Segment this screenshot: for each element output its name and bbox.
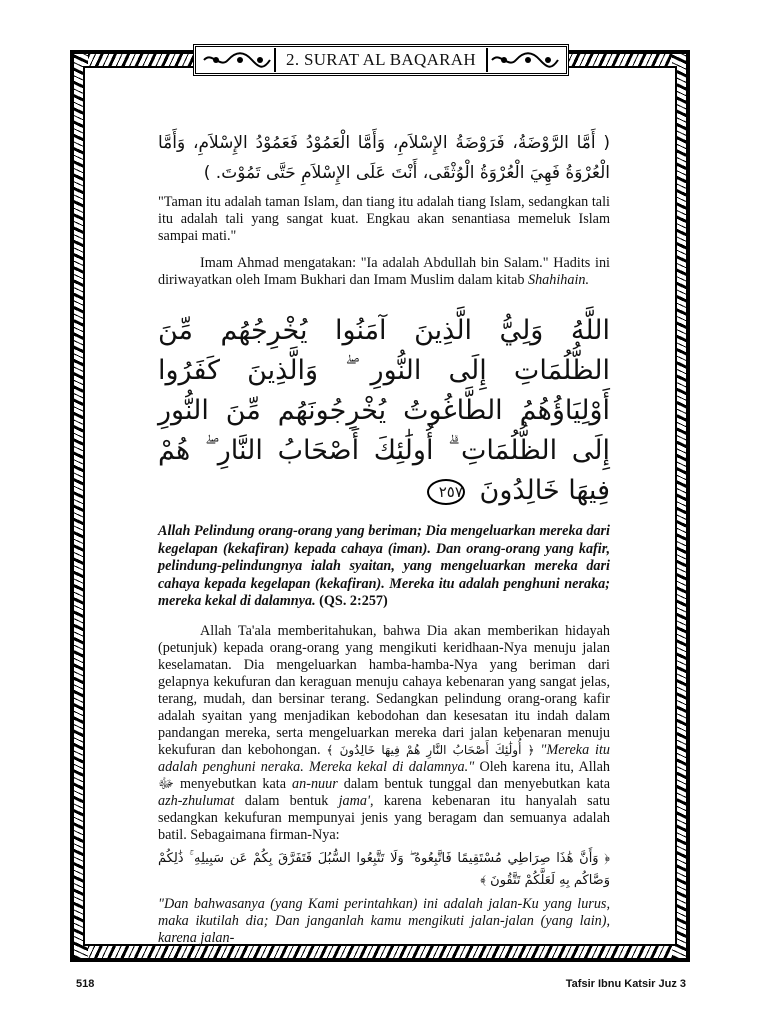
quran-verse-2: ﴿ وَأَنَّ هَٰذَا صِرَاطِي مُسْتَقِيمًا فَاتَّبِعُوهُ ۖ وَلَا تَتَّبِعُوا السُّبُلَ فَتَفَرَّقَ بِكُمْ عَن سَبِيلِهِ ۚ ذَٰلِكُمْ وَصَّاكُم بِهِ لَعَلَّكُمْ تَتَّقُونَ ﴾ (158, 850, 610, 888)
tafsir-italic-quote: "Mereka itu adalah penghuni neraka. Mereka kekal di dalamnya." (158, 741, 610, 775)
narration-book: Shahihain. (527, 272, 590, 288)
book-title: Tafsir Ibnu Katsir Juz 3 (565, 978, 686, 990)
ornament-right-icon (490, 51, 560, 69)
translation-text: Allah Pelindung orang-orang yang beriman; Dia mengeluarkan mereka dari kegelapan (kekafiran) kepada cahaya (iman). Dan orang-orang yang kafir, pelindung-pelindungnya ialah syaitan, yang mengeluarkan mereka dari cahaya kepada kegelapan (kekafiran). Mereka itu adalah penghuni neraka; mereka kekal di dalamnya. (158, 523, 610, 609)
verse-translation (158, 523, 610, 611)
hadith-translation: "Taman itu adalah taman Islam, dan tiang itu adalah tiang Islam, sedangkan tali itu adalah tali yang sangat kuat. Engkau akan senantiasa memeluk Islam sampai mati." (158, 194, 610, 244)
arabic-hadith: ( أَمَّا الرَّوْضَةُ، فَرَوْضَةُ الإِسْلاَمِ، وَأَمَّا الْعَمُوْدُ فَعَمُوْدُ الإِسْلاَمِ، وَأَمَّا الْعُرْوَةُ فَهِيَ الْعُرْوَةُ الْوُثْقَى، أَنْتَ عَلَى الإِسْلاَمِ حَتَّى تَمُوْتَ. ) (158, 133, 610, 183)
page-number: 518 (76, 978, 95, 990)
chapter-header (193, 44, 569, 76)
verse-text: اللَّهُ وَلِيُّ الَّذِينَ آمَنُوا يُخْرِجُهُم مِّنَ الظُّلُمَاتِ إِلَى النُّورِ ۖ وَالَّذِينَ كَفَرُوا أَوْلِيَاؤُهُمُ الطَّاغُوتُ يُخْرِجُونَهُم مِّنَ النُّورِ إِلَى الظُّلُمَاتِ ۗ أُولَٰئِكَ أَصْحَابُ النَّارِ ۖ هُمْ فِيهَا خَالِدُونَ (158, 315, 610, 506)
chapter-title: 2. SURAT AL BAQARAH (274, 48, 488, 72)
tafsir-text-c: dalam bentuk tunggal dan menyebutkan kata (337, 775, 610, 792)
tafsir-arabic-inline: ﴿ أُولَٰئِكَ أَصْحَابُ النَّارِ هُمْ فِيهَا خَالِدُونَ ﴾ (326, 742, 535, 757)
narration-text: Imam Ahmad mengatakan: "Ia adalah Abdullah bin Salam." Hadits ini diriwayatkan oleh Imam Bukhari dan Imam Muslim dalam kitab (158, 255, 610, 288)
verse-number-badge: ٢٥٧ (427, 479, 465, 505)
term-azh-zhulumat: azh-zhulumat (158, 792, 235, 809)
ornament-left-icon (202, 51, 272, 69)
tafsir-text-b: Oleh karena itu, Allah ﷻ menyebutkan kata (158, 758, 610, 792)
term-jama: jama' (338, 792, 370, 809)
page-footer (0, 978, 768, 998)
paragraph-narration (158, 255, 610, 289)
verse-2-translation: "Dan bahwasanya (yang Kami perintahkan) ini adalah jalan-Ku yang lurus, maka ikutilah dia; Dan janganlah kamu mengikuti jalan-jalan (yang lain), karena jalan- (158, 895, 610, 946)
paragraph-tafsir (158, 623, 610, 844)
quran-verse (158, 311, 610, 511)
tafsir-text-a: Allah Ta'ala memberitahukan, bahwa Dia akan memberikan hidayah (petunjuk) kepada orang-orang yang mengikuti keridhaan-Nya menuju jalan keselamatan. Dia mengeluarkan hamba-hamba-Nya yang beriman dari gelapnya kekufuran dan keraguan menuju cahaya kebenaran yang sangat jelas, terang, mudah, dan bersinar terang. Sedangkan pelindung orang-orang kafir adalah syaitan yang menjadikan kebodohan dan kesesatan itu indah dalam pandangan mereka, serta mengeluarkan mereka dari jalan kebenaran menuju kekufuran dan kebohongan. (158, 622, 610, 758)
tafsir-text-d: dalam bentuk (234, 792, 339, 809)
tafsir-text-e: , karena kebenaran itu hanyalah satu sedangkan kekufuran mempunyai jenis yang beragam dan semuanya adalah batil. Sebagaimana firman-Nya: (158, 792, 610, 843)
term-an-nuur: an-nuur (292, 775, 338, 792)
page-content (158, 128, 610, 947)
translation-reference: (QS. 2:257) (319, 593, 388, 609)
